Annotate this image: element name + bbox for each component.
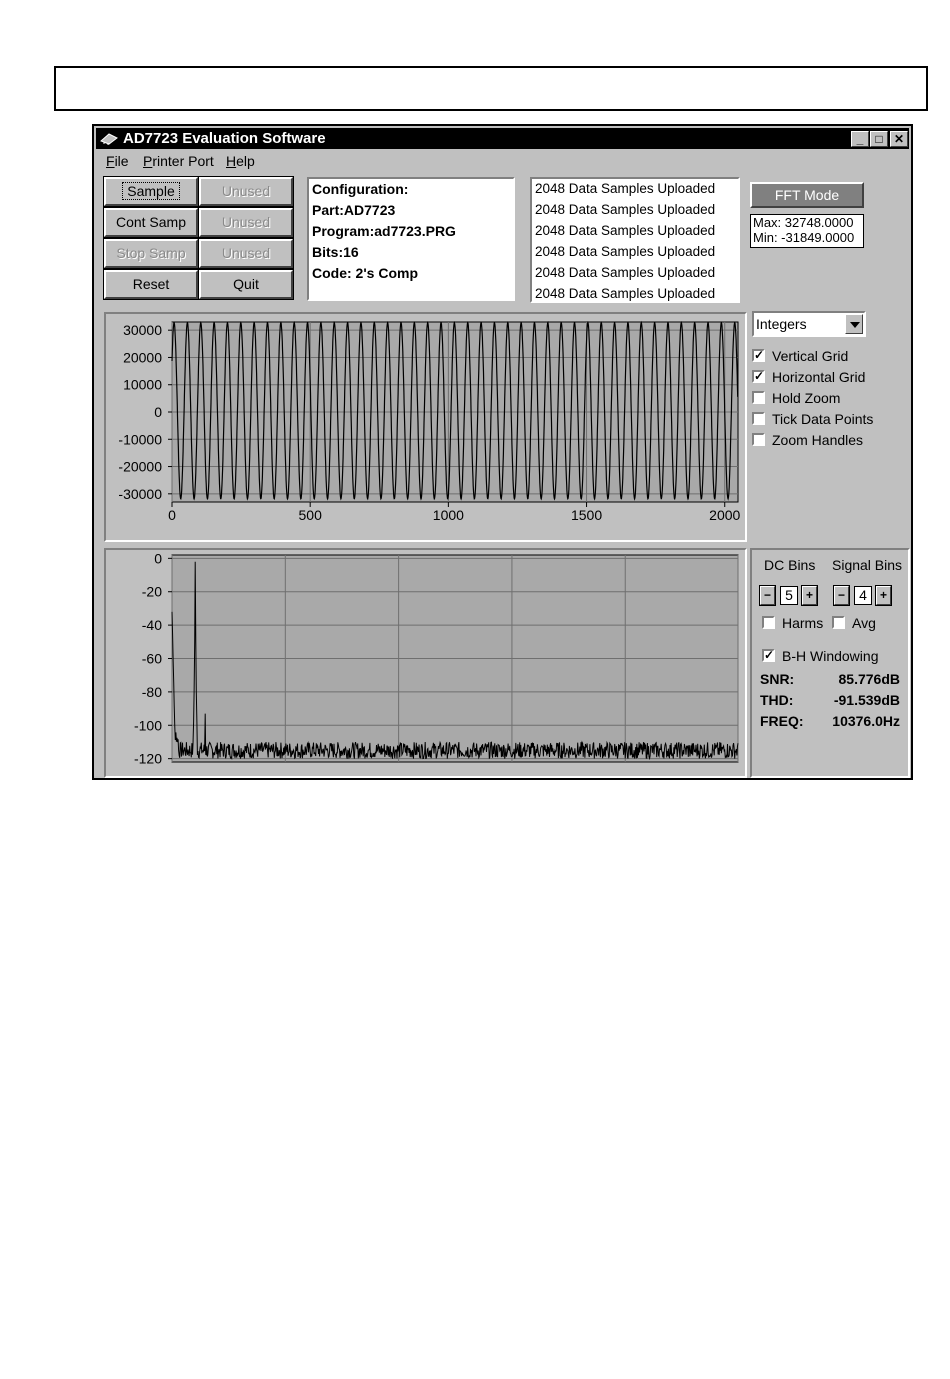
time-domain-chart-frame xyxy=(104,312,747,542)
minimize-button[interactable] xyxy=(851,131,869,147)
menu-help[interactable]: Help xyxy=(226,153,255,169)
bh-windowing-checkbox[interactable] xyxy=(762,647,878,665)
checkbox-box[interactable] xyxy=(752,433,765,446)
window-title: AD7723 Evaluation Software xyxy=(123,130,326,147)
minimize-icon: _ xyxy=(856,132,864,146)
y-tick-label: -40 xyxy=(141,617,162,634)
hold-zoom-checkbox[interactable] xyxy=(752,389,840,407)
quit-button[interactable]: Quit xyxy=(199,270,293,299)
time-domain-chart[interactable] xyxy=(106,314,745,540)
dc-bins-label: DC Bins xyxy=(764,557,816,573)
dc-bins-increment-button[interactable]: + xyxy=(802,586,817,605)
checkbox-box[interactable]: ✓ xyxy=(754,347,765,362)
dc-bins-decrement-button[interactable]: − xyxy=(760,586,775,605)
dc-bins-value[interactable]: 5 xyxy=(780,586,798,605)
vertical-grid-checkbox[interactable] xyxy=(752,347,848,365)
close-button[interactable] xyxy=(890,131,908,147)
thd-label: THD: xyxy=(760,692,794,708)
menu-bar xyxy=(96,150,909,172)
x-tick-label: 0 xyxy=(168,507,176,523)
signal-bins-increment-button[interactable]: + xyxy=(876,586,891,605)
config-bits: Bits:16 xyxy=(312,244,359,260)
signal-bins-label: Signal Bins xyxy=(832,557,903,573)
config-heading: Configuration: xyxy=(312,181,409,197)
config-part: Part:AD7723 xyxy=(312,202,396,218)
app-chip-icon xyxy=(100,131,118,145)
snr-label: SNR: xyxy=(760,671,795,687)
checkbox-label: Vertical Grid xyxy=(772,348,849,364)
config-code: Code: 2's Comp xyxy=(312,265,419,281)
y-tick-label: -80 xyxy=(141,683,162,700)
freq-label: FREQ: xyxy=(760,713,804,729)
checkbox-label: Zoom Handles xyxy=(772,432,864,448)
y-tick-label: -30000 xyxy=(118,485,162,502)
fft-chart-frame xyxy=(104,548,747,778)
log-line: 2048 Data Samples Uploaded xyxy=(535,181,716,196)
freq-value: 10376.0Hz xyxy=(832,713,900,729)
x-tick-label: 1500 xyxy=(570,507,603,523)
min-value: Min: -31849.0000 xyxy=(753,230,855,245)
x-tick-label: 500 xyxy=(298,507,322,523)
y-tick-label: -120 xyxy=(133,750,162,767)
status-log[interactable] xyxy=(530,177,740,303)
app-window xyxy=(92,124,913,780)
checkbox-label: Avg xyxy=(852,615,876,631)
log-line: 2048 Data Samples Uploaded xyxy=(535,265,716,280)
checkbox-box[interactable] xyxy=(752,391,765,404)
checkbox-box[interactable]: ✓ xyxy=(754,368,765,383)
unused-button-3[interactable]: Unused xyxy=(199,239,293,268)
document-header-box xyxy=(54,66,928,111)
checkbox-box[interactable]: ✓ xyxy=(764,647,775,662)
stop-samp-button[interactable]: Stop Samp xyxy=(104,239,198,268)
y-tick-label: -100 xyxy=(133,717,162,734)
fft-analysis-panel xyxy=(750,548,910,778)
display-format-value: Integers xyxy=(756,316,807,332)
cont-samp-button[interactable]: Cont Samp xyxy=(104,208,198,237)
maximize-button[interactable] xyxy=(870,131,888,147)
menu-file[interactable]: File xyxy=(106,153,129,169)
y-tick-label: 10000 xyxy=(123,376,162,393)
reset-button[interactable]: Reset xyxy=(104,270,198,299)
avg-checkbox[interactable] xyxy=(832,614,876,632)
dropdown-arrow-icon[interactable] xyxy=(845,314,863,334)
y-tick-label: -20000 xyxy=(118,458,162,475)
unused-button-2[interactable]: Unused xyxy=(199,208,293,237)
maximize-icon: □ xyxy=(875,132,883,146)
horizontal-grid-checkbox[interactable] xyxy=(752,368,865,386)
fft-chart[interactable] xyxy=(106,550,745,776)
y-tick-label: 0 xyxy=(154,404,162,420)
signal-bins-decrement-button[interactable]: − xyxy=(834,586,849,605)
snr-value: 85.776dB xyxy=(838,671,900,687)
y-tick-label: 20000 xyxy=(123,349,162,366)
y-tick-label: 0 xyxy=(154,550,162,567)
thd-value: -91.539dB xyxy=(833,692,900,708)
max-min-readout xyxy=(750,214,864,248)
menu-printer-port[interactable]: Printer Port xyxy=(143,153,214,169)
checkbox-label: Harms xyxy=(782,615,824,631)
y-tick-label: -10000 xyxy=(118,431,162,448)
signal-bins-value[interactable]: 4 xyxy=(854,586,872,605)
x-tick-label: 2000 xyxy=(709,507,741,523)
x-tick-label: 1000 xyxy=(432,507,464,523)
log-line: 2048 Data Samples Uploaded xyxy=(535,202,716,217)
checkbox-label: Hold Zoom xyxy=(772,390,841,406)
sample-button[interactable]: Sample xyxy=(104,177,198,206)
title-bar[interactable] xyxy=(96,128,909,149)
checkbox-box[interactable] xyxy=(762,616,775,629)
y-tick-label: -20 xyxy=(141,583,162,600)
checkbox-label: Horizontal Grid xyxy=(772,369,866,385)
checkbox-box[interactable] xyxy=(832,616,845,629)
y-tick-label: 30000 xyxy=(123,322,162,339)
close-icon: ✕ xyxy=(893,132,905,146)
log-line: 2048 Data Samples Uploaded xyxy=(535,244,716,259)
display-format-select[interactable] xyxy=(752,311,866,337)
checkbox-label: Tick Data Points xyxy=(772,411,874,427)
max-value: Max: 32748.0000 xyxy=(753,215,854,230)
configuration-panel xyxy=(307,177,515,301)
zoom-handles-checkbox[interactable] xyxy=(752,431,863,449)
log-line: 2048 Data Samples Uploaded xyxy=(535,223,716,238)
log-line: 2048 Data Samples Uploaded xyxy=(535,286,716,301)
checkbox-label: B-H Windowing xyxy=(782,648,879,664)
unused-button-1[interactable]: Unused xyxy=(199,177,293,206)
config-program: Program:ad7723.PRG xyxy=(312,223,456,239)
fft-mode-button[interactable]: FFT Mode xyxy=(750,182,864,208)
checkbox-box[interactable] xyxy=(752,412,765,425)
tick-data-points-checkbox[interactable] xyxy=(752,410,873,428)
harms-checkbox[interactable] xyxy=(762,614,823,632)
y-tick-label: -60 xyxy=(141,650,162,667)
